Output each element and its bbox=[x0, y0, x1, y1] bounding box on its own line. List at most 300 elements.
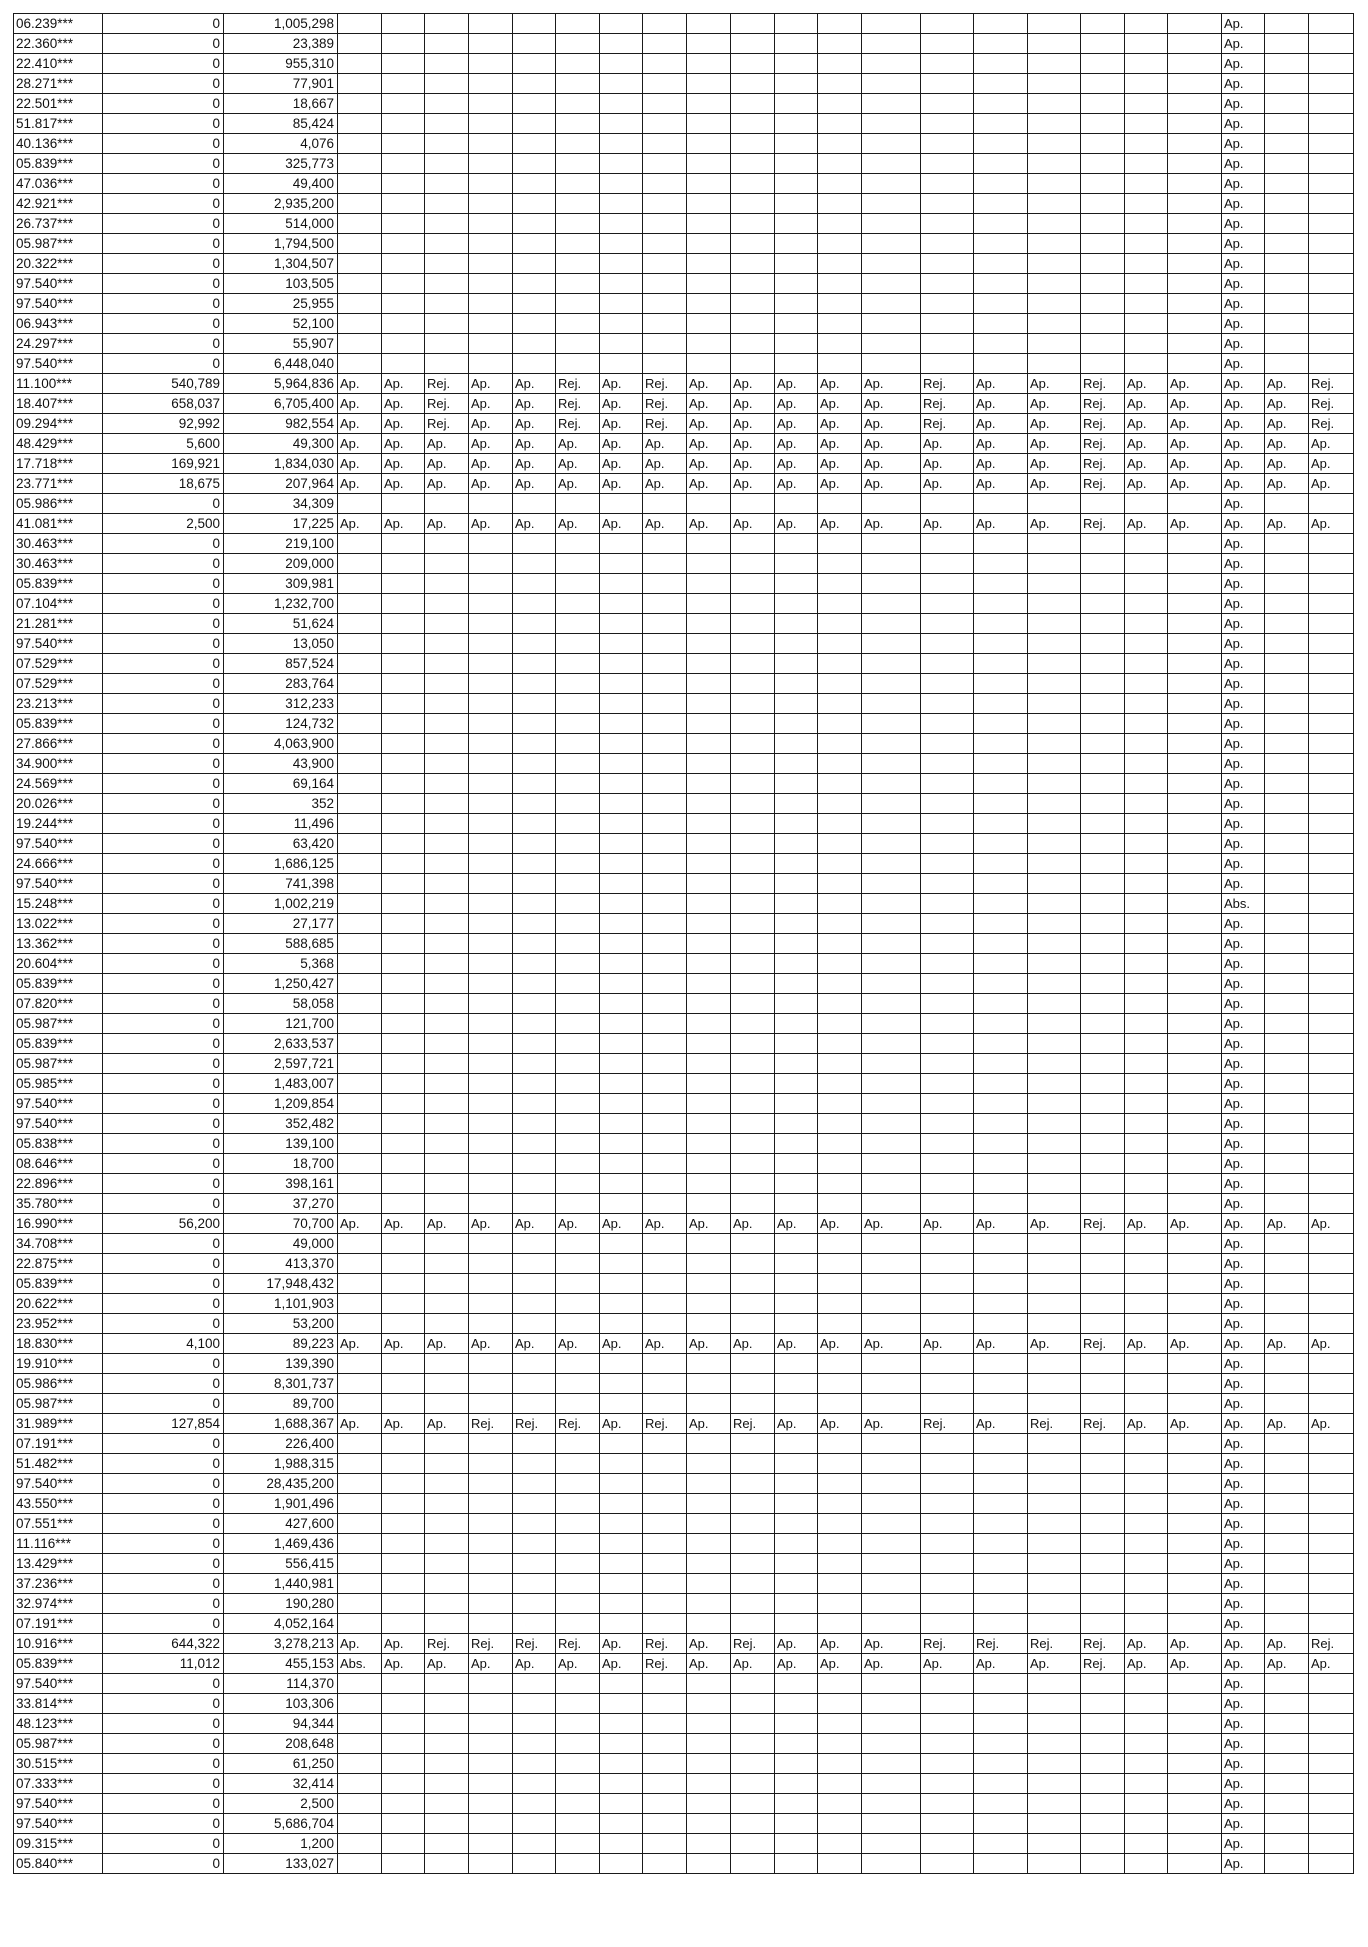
shares-held-cell: 0 bbox=[103, 1134, 224, 1154]
votes-total-cell: 1,834,030 bbox=[224, 454, 338, 474]
vote-cell bbox=[921, 834, 974, 854]
vote-cell bbox=[600, 1574, 643, 1594]
vote-cell bbox=[425, 1154, 469, 1174]
vote-cell bbox=[1309, 934, 1354, 954]
vote-cell bbox=[382, 1254, 425, 1274]
shares-held-cell: 18,675 bbox=[103, 474, 224, 494]
shares-held-cell: 0 bbox=[103, 1174, 224, 1194]
vote-cell: Rej. bbox=[1081, 454, 1125, 474]
vote-cell bbox=[643, 54, 687, 74]
table-row bbox=[14, 1614, 1354, 1634]
vote-cell bbox=[1028, 874, 1081, 894]
vote-cell: Rej. bbox=[1081, 374, 1125, 394]
vote-cell bbox=[731, 894, 775, 914]
vote-cell bbox=[921, 194, 974, 214]
vote-cell bbox=[1125, 1354, 1168, 1374]
vote-cell bbox=[338, 1854, 382, 1874]
vote-cell bbox=[862, 1314, 921, 1334]
shares-held-cell: 0 bbox=[103, 314, 224, 334]
votes-total-cell: 103,306 bbox=[224, 1694, 338, 1714]
table-row bbox=[14, 1774, 1354, 1794]
vote-cell bbox=[1028, 1054, 1081, 1074]
vote-cell bbox=[775, 754, 818, 774]
shareholder-id-cell: 07.191*** bbox=[14, 1614, 103, 1634]
vote-cell bbox=[469, 94, 513, 114]
vote-cell bbox=[1265, 1354, 1309, 1374]
vote-cell bbox=[921, 294, 974, 314]
vote-cell: Ap. bbox=[687, 414, 731, 434]
vote-cell bbox=[731, 534, 775, 554]
shareholder-id-cell: 05.986*** bbox=[14, 1374, 103, 1394]
vote-cell bbox=[425, 214, 469, 234]
table-row bbox=[14, 1034, 1354, 1054]
vote-cell bbox=[1309, 354, 1354, 374]
vote-cell bbox=[974, 634, 1028, 654]
vote-cell bbox=[643, 1474, 687, 1494]
vote-cell bbox=[469, 1074, 513, 1094]
vote-cell bbox=[338, 1014, 382, 1034]
vote-cell bbox=[1028, 774, 1081, 794]
vote-cell bbox=[469, 214, 513, 234]
vote-cell bbox=[1309, 114, 1354, 134]
vote-cell: Ap. bbox=[382, 414, 425, 434]
vote-cell: Ap. bbox=[1222, 214, 1265, 234]
vote-cell bbox=[731, 1534, 775, 1554]
table-row bbox=[14, 14, 1354, 34]
vote-cell bbox=[382, 1794, 425, 1814]
vote-cell bbox=[425, 1454, 469, 1474]
vote-cell bbox=[643, 1094, 687, 1114]
vote-cell: Ap. bbox=[600, 474, 643, 494]
vote-cell bbox=[425, 154, 469, 174]
table-row bbox=[14, 1694, 1354, 1714]
shareholder-id-cell: 07.529*** bbox=[14, 674, 103, 694]
vote-cell bbox=[1028, 1814, 1081, 1834]
vote-cell bbox=[600, 694, 643, 714]
vote-cell bbox=[687, 1394, 731, 1414]
vote-cell bbox=[556, 314, 600, 334]
vote-cell bbox=[921, 1254, 974, 1274]
vote-cell bbox=[1168, 1354, 1222, 1374]
vote-cell bbox=[1168, 1434, 1222, 1454]
table-row bbox=[14, 174, 1354, 194]
table-row bbox=[14, 1254, 1354, 1274]
vote-cell bbox=[731, 1734, 775, 1754]
vote-cell bbox=[1168, 294, 1222, 314]
vote-cell bbox=[1028, 1014, 1081, 1034]
vote-cell bbox=[643, 14, 687, 34]
vote-cell: Ap. bbox=[974, 1214, 1028, 1234]
vote-cell bbox=[731, 174, 775, 194]
vote-cell bbox=[921, 114, 974, 134]
vote-cell bbox=[382, 1154, 425, 1174]
vote-cell bbox=[818, 854, 862, 874]
vote-cell: Ap. bbox=[818, 1334, 862, 1354]
vote-cell bbox=[556, 234, 600, 254]
vote-cell bbox=[338, 634, 382, 654]
vote-cell bbox=[1028, 734, 1081, 754]
vote-cell bbox=[818, 14, 862, 34]
vote-cell bbox=[1265, 694, 1309, 714]
vote-cell bbox=[974, 834, 1028, 854]
vote-cell: Ap. bbox=[513, 374, 556, 394]
vote-cell bbox=[818, 174, 862, 194]
vote-cell bbox=[1028, 114, 1081, 134]
vote-cell: Ap. bbox=[818, 454, 862, 474]
vote-cell: Ap. bbox=[1265, 374, 1309, 394]
vote-cell bbox=[1125, 874, 1168, 894]
table-row bbox=[14, 1234, 1354, 1254]
shares-held-cell: 0 bbox=[103, 1074, 224, 1094]
vote-cell bbox=[1125, 1174, 1168, 1194]
vote-cell bbox=[469, 1674, 513, 1694]
vote-cell bbox=[731, 54, 775, 74]
vote-cell: Rej. bbox=[469, 1634, 513, 1654]
vote-cell: Ap. bbox=[974, 1414, 1028, 1434]
vote-cell bbox=[974, 1854, 1028, 1874]
vote-cell bbox=[382, 954, 425, 974]
vote-cell bbox=[862, 1594, 921, 1614]
vote-cell bbox=[600, 1734, 643, 1754]
vote-cell bbox=[1265, 1194, 1309, 1214]
votes-total-cell: 1,901,496 bbox=[224, 1494, 338, 1514]
vote-cell bbox=[775, 1294, 818, 1314]
vote-cell bbox=[425, 114, 469, 134]
vote-cell bbox=[425, 994, 469, 1014]
vote-cell bbox=[382, 1174, 425, 1194]
vote-cell bbox=[818, 354, 862, 374]
vote-cell bbox=[974, 1234, 1028, 1254]
vote-cell bbox=[600, 294, 643, 314]
vote-cell bbox=[513, 214, 556, 234]
vote-cell bbox=[1028, 894, 1081, 914]
vote-cell bbox=[921, 354, 974, 374]
table-row bbox=[14, 1374, 1354, 1394]
vote-cell bbox=[1265, 1694, 1309, 1714]
vote-cell bbox=[775, 1254, 818, 1274]
vote-cell bbox=[687, 314, 731, 334]
shares-held-cell: 0 bbox=[103, 1474, 224, 1494]
table-row bbox=[14, 714, 1354, 734]
vote-cell bbox=[1081, 1714, 1125, 1734]
vote-cell bbox=[556, 1174, 600, 1194]
votes-total-cell: 94,344 bbox=[224, 1714, 338, 1734]
vote-cell: Rej. bbox=[469, 1414, 513, 1434]
vote-cell bbox=[643, 574, 687, 594]
vote-cell bbox=[643, 694, 687, 714]
vote-cell bbox=[687, 154, 731, 174]
vote-cell: Ap. bbox=[643, 434, 687, 454]
vote-cell bbox=[1265, 1674, 1309, 1694]
vote-cell bbox=[600, 1034, 643, 1054]
table-row bbox=[14, 414, 1354, 434]
vote-cell bbox=[1168, 1034, 1222, 1054]
vote-cell bbox=[775, 774, 818, 794]
vote-cell bbox=[1028, 854, 1081, 874]
vote-cell bbox=[338, 294, 382, 314]
vote-cell bbox=[1081, 1754, 1125, 1774]
vote-cell: Ap. bbox=[643, 454, 687, 474]
vote-cell bbox=[818, 274, 862, 294]
vote-cell bbox=[818, 1794, 862, 1814]
table-row bbox=[14, 954, 1354, 974]
vote-cell: Ap. bbox=[556, 1214, 600, 1234]
vote-cell bbox=[643, 174, 687, 194]
vote-cell bbox=[974, 1754, 1028, 1774]
vote-cell bbox=[1309, 1734, 1354, 1754]
vote-cell bbox=[921, 574, 974, 594]
vote-cell: Ap. bbox=[1222, 394, 1265, 414]
vote-cell bbox=[775, 1094, 818, 1114]
vote-cell bbox=[1081, 1494, 1125, 1514]
vote-cell bbox=[818, 1054, 862, 1074]
vote-cell: Ap. bbox=[425, 514, 469, 534]
vote-cell bbox=[731, 1314, 775, 1334]
vote-cell bbox=[513, 1814, 556, 1834]
vote-cell bbox=[556, 914, 600, 934]
vote-cell bbox=[775, 1754, 818, 1774]
vote-cell bbox=[1168, 1734, 1222, 1754]
vote-cell: Rej. bbox=[1028, 1414, 1081, 1434]
vote-cell bbox=[556, 654, 600, 674]
vote-cell bbox=[1125, 614, 1168, 634]
vote-cell bbox=[974, 1574, 1028, 1594]
vote-cell bbox=[1168, 94, 1222, 114]
vote-cell bbox=[818, 1174, 862, 1194]
vote-cell bbox=[974, 1614, 1028, 1634]
vote-cell bbox=[425, 1754, 469, 1774]
vote-cell: Abs. bbox=[338, 1654, 382, 1674]
vote-cell bbox=[775, 1154, 818, 1174]
vote-cell: Ap. bbox=[1222, 94, 1265, 114]
vote-cell bbox=[775, 1594, 818, 1614]
vote-cell bbox=[643, 134, 687, 154]
vote-cell bbox=[469, 914, 513, 934]
vote-cell bbox=[1081, 74, 1125, 94]
vote-cell bbox=[382, 1554, 425, 1574]
vote-cell bbox=[1125, 1734, 1168, 1754]
vote-cell bbox=[556, 1294, 600, 1314]
vote-cell bbox=[338, 1694, 382, 1714]
vote-cell bbox=[731, 774, 775, 794]
vote-cell bbox=[643, 494, 687, 514]
vote-cell: Ap. bbox=[1222, 294, 1265, 314]
vote-cell bbox=[818, 794, 862, 814]
vote-cell bbox=[921, 654, 974, 674]
vote-cell bbox=[921, 1454, 974, 1474]
vote-cell bbox=[1265, 774, 1309, 794]
vote-cell bbox=[1168, 1814, 1222, 1834]
vote-cell bbox=[643, 634, 687, 654]
table-row bbox=[14, 1854, 1354, 1874]
vote-cell bbox=[974, 114, 1028, 134]
vote-cell bbox=[338, 274, 382, 294]
vote-cell bbox=[425, 1554, 469, 1574]
vote-cell: Ap. bbox=[921, 1654, 974, 1674]
vote-cell bbox=[862, 334, 921, 354]
vote-cell: Ap. bbox=[862, 1334, 921, 1354]
vote-cell bbox=[556, 1474, 600, 1494]
table-row bbox=[14, 1674, 1354, 1694]
vote-cell bbox=[1309, 1234, 1354, 1254]
vote-cell bbox=[338, 594, 382, 614]
shares-held-cell: 0 bbox=[103, 774, 224, 794]
vote-cell bbox=[469, 1154, 513, 1174]
vote-cell: Ap. bbox=[1222, 594, 1265, 614]
vote-cell bbox=[1309, 1254, 1354, 1274]
vote-cell: Rej. bbox=[513, 1634, 556, 1654]
vote-cell: Rej. bbox=[425, 414, 469, 434]
table-row bbox=[14, 654, 1354, 674]
vote-cell bbox=[687, 1234, 731, 1254]
vote-cell bbox=[513, 314, 556, 334]
vote-cell bbox=[338, 1474, 382, 1494]
vote-cell bbox=[1265, 854, 1309, 874]
vote-cell bbox=[600, 1054, 643, 1074]
vote-cell: Ap. bbox=[1222, 54, 1265, 74]
vote-cell bbox=[921, 1674, 974, 1694]
vote-cell bbox=[1028, 1494, 1081, 1514]
vote-cell bbox=[862, 1114, 921, 1134]
vote-cell bbox=[513, 694, 556, 714]
vote-cell bbox=[921, 734, 974, 754]
vote-cell bbox=[1028, 674, 1081, 694]
vote-cell bbox=[1028, 494, 1081, 514]
shares-held-cell: 0 bbox=[103, 734, 224, 754]
shares-held-cell: 0 bbox=[103, 1714, 224, 1734]
shareholder-id-cell: 07.529*** bbox=[14, 654, 103, 674]
vote-cell bbox=[1265, 814, 1309, 834]
vote-cell bbox=[1168, 1514, 1222, 1534]
vote-cell: Rej. bbox=[1081, 474, 1125, 494]
vote-cell: Ap. bbox=[425, 1334, 469, 1354]
vote-cell bbox=[818, 734, 862, 754]
vote-cell bbox=[731, 14, 775, 34]
vote-cell: Ap. bbox=[513, 1334, 556, 1354]
table-row bbox=[14, 394, 1354, 414]
vote-cell bbox=[687, 1174, 731, 1194]
vote-cell bbox=[687, 974, 731, 994]
vote-cell bbox=[1168, 1134, 1222, 1154]
vote-cell bbox=[1028, 54, 1081, 74]
vote-cell bbox=[1265, 114, 1309, 134]
table-row bbox=[14, 974, 1354, 994]
vote-cell bbox=[1028, 994, 1081, 1014]
vote-cell bbox=[425, 614, 469, 634]
votes-total-cell: 124,732 bbox=[224, 714, 338, 734]
vote-cell bbox=[1309, 214, 1354, 234]
table-row bbox=[14, 794, 1354, 814]
vote-cell: Rej. bbox=[556, 414, 600, 434]
vote-cell bbox=[1125, 294, 1168, 314]
vote-cell bbox=[1265, 1714, 1309, 1734]
vote-cell: Ap. bbox=[818, 1654, 862, 1674]
vote-cell bbox=[1309, 1474, 1354, 1494]
vote-cell bbox=[469, 1734, 513, 1754]
vote-cell bbox=[1168, 194, 1222, 214]
vote-cell bbox=[1309, 1554, 1354, 1574]
vote-cell bbox=[818, 954, 862, 974]
vote-cell bbox=[556, 1514, 600, 1534]
vote-cell bbox=[775, 314, 818, 334]
votes-total-cell: 85,424 bbox=[224, 114, 338, 134]
vote-cell bbox=[469, 994, 513, 1014]
vote-cell bbox=[338, 1494, 382, 1514]
shareholder-id-cell: 05.839*** bbox=[14, 154, 103, 174]
vote-cell bbox=[731, 1014, 775, 1034]
vote-cell: Ap. bbox=[1028, 414, 1081, 434]
vote-cell bbox=[687, 1274, 731, 1294]
vote-cell bbox=[643, 654, 687, 674]
vote-cell bbox=[687, 1094, 731, 1114]
vote-cell bbox=[1125, 1194, 1168, 1214]
vote-cell bbox=[862, 1394, 921, 1414]
vote-cell bbox=[469, 794, 513, 814]
vote-cell bbox=[731, 814, 775, 834]
table-row bbox=[14, 1334, 1354, 1354]
vote-cell bbox=[775, 1054, 818, 1074]
vote-cell bbox=[425, 1114, 469, 1134]
vote-cell bbox=[974, 534, 1028, 554]
shares-held-cell: 0 bbox=[103, 254, 224, 274]
vote-cell: Ap. bbox=[1265, 514, 1309, 534]
vote-cell bbox=[974, 174, 1028, 194]
vote-cell bbox=[818, 934, 862, 954]
vote-cell bbox=[1168, 114, 1222, 134]
vote-cell bbox=[1028, 254, 1081, 274]
vote-cell bbox=[382, 694, 425, 714]
vote-cell: Ap. bbox=[600, 414, 643, 434]
vote-cell bbox=[1309, 894, 1354, 914]
vote-cell bbox=[643, 1254, 687, 1274]
vote-cell bbox=[469, 874, 513, 894]
vote-cell bbox=[862, 654, 921, 674]
vote-cell bbox=[1265, 634, 1309, 654]
vote-cell bbox=[775, 1854, 818, 1874]
vote-cell bbox=[425, 1374, 469, 1394]
vote-cell bbox=[818, 894, 862, 914]
vote-cell bbox=[425, 1314, 469, 1334]
vote-cell bbox=[1028, 354, 1081, 374]
vote-cell bbox=[513, 754, 556, 774]
shareholder-id-cell: 24.666*** bbox=[14, 854, 103, 874]
vote-cell bbox=[921, 1834, 974, 1854]
vote-cell: Ap. bbox=[1309, 474, 1354, 494]
vote-cell bbox=[1028, 234, 1081, 254]
vote-cell bbox=[818, 1034, 862, 1054]
vote-cell bbox=[731, 874, 775, 894]
vote-cell bbox=[818, 134, 862, 154]
vote-cell bbox=[1309, 1374, 1354, 1394]
vote-cell bbox=[513, 1834, 556, 1854]
vote-cell bbox=[643, 974, 687, 994]
vote-cell bbox=[862, 1054, 921, 1074]
vote-cell bbox=[731, 614, 775, 634]
vote-cell bbox=[862, 1534, 921, 1554]
vote-cell bbox=[862, 614, 921, 634]
vote-cell: Ap. bbox=[1168, 514, 1222, 534]
vote-cell bbox=[1168, 854, 1222, 874]
vote-cell bbox=[469, 334, 513, 354]
vote-cell bbox=[1265, 1054, 1309, 1074]
votes-total-cell: 398,161 bbox=[224, 1174, 338, 1194]
vote-cell bbox=[425, 494, 469, 514]
votes-total-cell: 18,700 bbox=[224, 1154, 338, 1174]
vote-cell bbox=[731, 1774, 775, 1794]
vote-cell bbox=[556, 1834, 600, 1854]
vote-cell bbox=[425, 1494, 469, 1514]
vote-cell bbox=[1168, 1854, 1222, 1874]
